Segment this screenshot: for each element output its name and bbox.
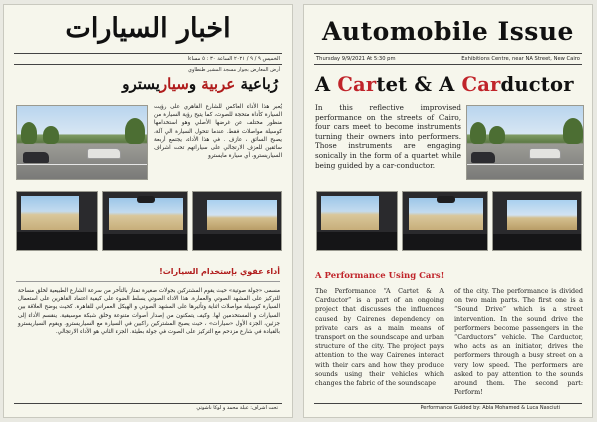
arabic-body: مسمى «جولة صوتية» حيث يقوم المشتركين بجولات صغيرة تمتاز بالتأخر من سرعة الشارع الطبيعية لخلق مساحة للتركيز على المشهد الصوتي والعمارة. هذا الاداء الصوتي يسلط الضوء على كيفية اعتماد القاهرين على استعمال السيارة كوسيلة مواصلات اثناية وتأثيرها على المشهد الصوتي و الهيكل العمراني للقاهرة. كحيث يوضح العلاقة بين السيارات و المستخدمين لها. وكيف يتمكنون من إصدار أصوات متنوعة وخلق شبكة موسيقية. ينقسم الأداء إلى جزئين، الجزء الأول «سيارات» ، حيث يصبح المشتركين راكبين في السيارة مع السياريسترو. ويقوم السياريسترو بالقيادة في شارع مزدحم مع التركيز على الصوت في جولة بطيئة. الجزء الثاني هو الأداء الارتجالي.	[18, 288, 280, 336]
arabic-page	[3, 4, 293, 418]
side-window-photo	[192, 191, 282, 251]
arabic-headline: رُباعية عربية وسياريسترو	[122, 75, 278, 93]
english-masthead: Automobile Issue	[322, 17, 574, 46]
arabic-masthead: اخبار السيارات	[65, 13, 231, 44]
arabic-location: أرض المعارض بجوار مسجد المشير طنطاوي	[188, 67, 280, 73]
arabic-footer: تحت اشراف: عبلة محمد و لوكا ناشوتي	[14, 403, 282, 413]
windshield-photo	[102, 191, 188, 251]
arabic-intro: يُعبر هذا الأداء العاكس للشارع القاهري على رؤيت السيارة كأداة متحجة للصوت، كما يتيح رؤية السيارة من منظور مختلف عن غرضها الأصلي وهو استخدامها كوسيلة مواصلات فقط. عندما تتحول السيارة الي آلة، يصبح السائق ، عازف . في هذا الأداء، يجتمع أربعة سائقين للعزف الارتجالي على سياراتهم تحت اشراف السياريسترو، أي سيارة مايسترو	[154, 104, 282, 160]
english-column-2: of the city. The performance is divided on two main parts. The first one is a “Sound Drive” which is a street intervention. In the sound drive the performers become passengers in the “Carductors” vehicle. The Carductor, who acts as an initiator, drives the performers through a busy street on a very low speed. The performers are asked to pay attention to the sounds around them. The second part: Perform!	[454, 287, 583, 397]
arabic-date: الخميس ٩ / ٩ / ٢٠٢١ الساعة ٣٠ : ٥ مساءا	[187, 56, 280, 62]
english-date: Thursday 9/9/2021 At 5:30 pm	[316, 56, 396, 62]
side-window-photo	[492, 191, 582, 251]
car-interior-photo	[316, 191, 398, 251]
car-interior-photo	[16, 191, 98, 251]
english-column-1: The Performance “A Cartet & A Carductor” is a part of an ongoing project that discusses the influences caused by Cairenes dependency on private cars as a main means of transport on the soundscape and urban structure of the city. The project pays attention to the way Cairenes interact with their cars and how they produce sounds using their vehicles which changes the fabric of the soundscape	[315, 287, 444, 388]
english-section-title: A Performance Using Cars!	[315, 271, 445, 281]
arabic-section-title: أداء عفوي بإستخدام السيارات!	[159, 267, 280, 276]
english-page	[303, 4, 593, 418]
street-photo	[466, 105, 584, 180]
divider	[16, 281, 280, 282]
windshield-photo	[402, 191, 488, 251]
street-photo	[16, 105, 148, 180]
english-footer: Performance Guided by: Abla Mohamed & Luca Nasciuti	[314, 403, 582, 413]
english-intro: In this reflective improvised performance on the streets of Cairo, four cars meet to become instruments turning their owners into performers. Those instruments are engaging sonically in the form of a quartet while being guided by a car-conductor.	[315, 103, 461, 170]
english-location: Exhibitions Centre, near NA Street, New Cairo	[461, 56, 580, 62]
english-dateline	[314, 53, 582, 65]
english-headline: A Cartet & A Carductor	[315, 73, 574, 96]
arabic-dateline	[14, 53, 282, 65]
